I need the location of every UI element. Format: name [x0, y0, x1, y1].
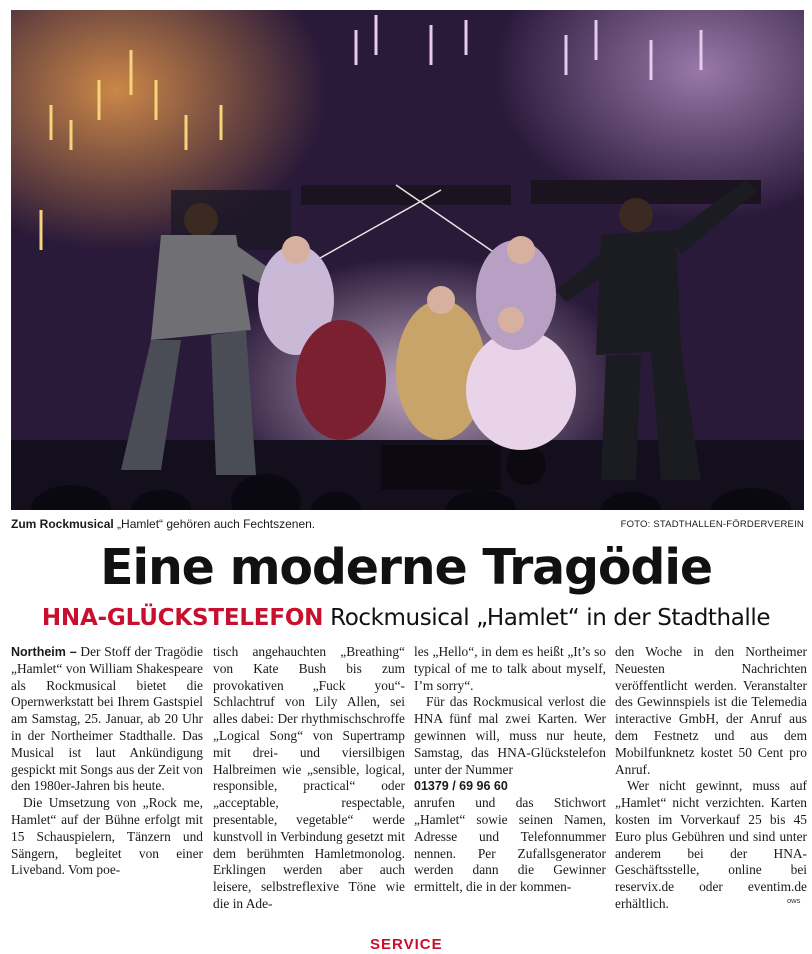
article-column-2	[213, 644, 405, 913]
stage-photo-illustration	[11, 10, 804, 510]
article-paragraph: tisch angehauchten „Breathing“ von Kate Bush bis zum provokativen „Fuck you“-Schlachtruf von Lily Allen, sei alles dabei: Der rhythmischschroffe „Logical Song“ von Supertramp mit drei- und viersilbigen Halbreimen wie „sensible, logical, responsible, practical“ oder „acceptable, respectable, presentable, vegetable“ werde kunstvoll in Verbindung gesetzt mit dem berühmten Hamletmonolog. Erklingen werden aber auch leisere, selbstreflexive Töne wie die in Ade-	[213, 644, 405, 911]
caption-text: „Hamlet“ gehören auch Fechtszenen.	[113, 517, 316, 531]
author-signature: ows	[787, 896, 801, 905]
photo-caption	[11, 515, 804, 533]
paragraph-text: Der Stoff der Tragödie „Hamlet“ von William Shakespeare als Rockmusical bietet die Opernwerkstatt bei Ihrem Gastspiel am Samstag, 25. Januar, ab 20 Uhr in der Northeimer Stadthalle. Das Musical ist laut Ankündigung gespickt mit Songs aus der Zeit von den 1980er-Jahren bis heute.	[11, 644, 203, 794]
article-column-1	[11, 644, 203, 879]
next-section-label: SERVICE	[370, 936, 443, 953]
article-paragraph: den Woche in den Northeimer Neuesten Nachrichten veröffentlicht werden. Veranstalter des Gewinnspiels ist die Telemedia interactive GmbH, der Anruf aus dem Festnetz und aus dem Mobilfunknetz kostet 50 Cent pro Anruf.	[615, 644, 807, 777]
dateline: Northeim –	[11, 645, 77, 659]
article-column-4	[615, 644, 807, 913]
subhead-kicker: HNA-GLÜCKSTELEFON	[41, 605, 324, 631]
caption-lead: Zum Rockmusical	[11, 517, 114, 531]
article-column-3	[414, 644, 606, 896]
photo-credit: FOTO: STADTHALLEN-FÖRDERVEREIN	[620, 519, 804, 530]
headline: Eine moderne Tragödie	[100, 539, 712, 596]
subheadline	[0, 602, 812, 634]
phone-number: 01379 / 69 96 60	[414, 779, 508, 794]
stage-photo	[11, 10, 804, 510]
article-paragraph: Für das Rockmusical verlost die HNA fünf mal zwei Karten. Wer gewinnen will, muss nur heute, Samstag, das HNA-Glückstelefon unter der Nummer	[414, 694, 606, 777]
article-paragraph: Die Umsetzung von „Rock me, Hamlet“ auf der Bühne erfolgt mit 15 Schauspielern, Tänzern und Sängern, begleitet von einer Liveband. Vom poe-	[11, 795, 203, 878]
article-paragraph: anrufen und das Stichwort „Hamlet“ sowie seinen Namen, Adresse und Telefonnummer nennen. Per Zufallsgenerator werden dann die Gewinner ermittelt, die in der kommen-	[414, 795, 606, 895]
article-paragraph: Wer nicht gewinnt, muss auf „Hamlet“ nicht verzichten. Karten kosten im Vorverkauf 25 bis 45 Euro plus Gebühren und sind unter anderem bei der HNA-Geschäftsstelle, online bei reservix.de oder eventim.de erhältlich.	[615, 778, 807, 911]
subhead-text: Rockmusical „Hamlet“ in der Stadthalle	[323, 605, 771, 631]
article-paragraph	[11, 644, 203, 795]
article-paragraph: les „Hello“, in dem es heißt „It’s so typical of me to talk about myself, I’m sorry“.	[414, 644, 606, 693]
